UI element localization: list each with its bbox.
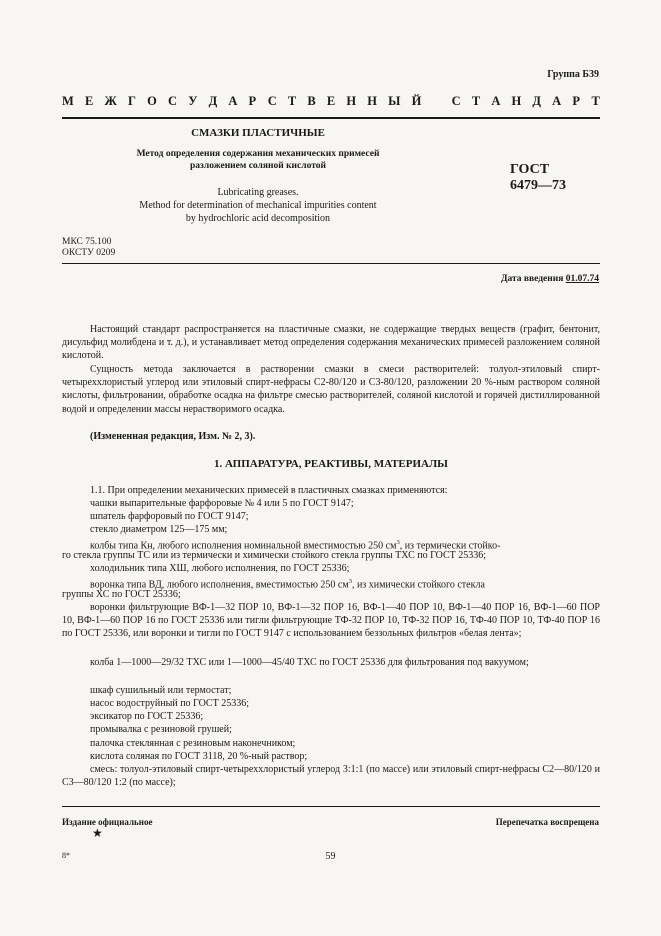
list-item-text: воронка типа ВД, любого исполнения, вместимостью 250 см bbox=[90, 579, 349, 591]
effective-date bbox=[501, 274, 599, 284]
item-1-1: 1.1. При определении механических примесей в пластичных смазках применяются: bbox=[90, 485, 448, 496]
list-item-text: воронки фильтрующие ВФ-1—32 ПОР 10, ВФ-1—32 ПОР 16, ВФ-1—40 ПОР 10, ВФ-1—40 ПОР 16, ВФ-1—60 ПОР 10, ВФ-1—60 ПОР 16 по ГОСТ 25336 или тигли фильтрующие ТФ-32 ПОР 10, ТФ-32 ПОР 16, ТФ-40 ПОР 10, ТФ-40 ПОР 16 по ГОСТ 25336, или воронки и тигли по ГОСТ 9147 с использованием беззольных фильтров «белая лента»; bbox=[62, 602, 600, 640]
revision-note: (Измененная редакция, Изм. № 2, 3). bbox=[90, 431, 256, 442]
classification-codes bbox=[62, 237, 115, 259]
codes-rule bbox=[62, 263, 600, 264]
list-item: промывалка с резиновой грушей; bbox=[90, 724, 232, 735]
footer-rule bbox=[62, 806, 600, 807]
list-item: эксикатор по ГОСТ 25336; bbox=[90, 711, 204, 722]
banner-letter: А bbox=[491, 94, 501, 108]
banner-letter: Г bbox=[128, 94, 136, 108]
banner-letter bbox=[432, 94, 440, 109]
banner-letter: У bbox=[188, 94, 198, 108]
english-title bbox=[110, 186, 406, 225]
list-item: чашки выпарительные фарфоровые № 4 или 5 по ГОСТ 9147; bbox=[90, 498, 354, 509]
list-item: палочка стеклянная с резиновым наконечником; bbox=[90, 738, 296, 749]
gost-code: 6479—73 bbox=[510, 178, 566, 193]
banner-letter: С bbox=[451, 94, 461, 108]
gost-number bbox=[510, 162, 590, 194]
star-icon: ★ bbox=[92, 826, 103, 840]
list-item: стекло диаметром 125—175 мм; bbox=[90, 524, 228, 535]
banner-letter: Д bbox=[208, 94, 218, 108]
list-item: кислота соляная по ГОСТ 3118, 20 %-ный раствор; bbox=[90, 751, 308, 762]
list-item bbox=[62, 763, 600, 789]
page-number: 59 bbox=[325, 851, 336, 862]
english-title-line-1: Lubricating greases. bbox=[217, 187, 299, 198]
banner-letter: Н bbox=[367, 94, 377, 108]
banner-letter: Е bbox=[84, 94, 94, 108]
banner-letter: Е bbox=[326, 94, 336, 108]
banner-letter: Й bbox=[411, 94, 422, 108]
standard-banner bbox=[62, 94, 600, 109]
subtitle-line-2: разложением соляной кислотой bbox=[190, 161, 326, 171]
banner-letter: С bbox=[267, 94, 277, 108]
banner-letter: А bbox=[552, 94, 562, 108]
signature-mark: 8* bbox=[62, 851, 70, 860]
banner-letter: Н bbox=[511, 94, 522, 108]
banner-letter: Ы bbox=[388, 94, 401, 108]
list-item: шпатель фарфоровый по ГОСТ 9147; bbox=[90, 511, 249, 522]
list-item-text: колбы типа Кн, любого исполнения номинальной вместимостью 250 см bbox=[90, 540, 397, 552]
english-title-line-2: Method for determination of mechanical impurities content bbox=[139, 200, 377, 211]
banner-letter: А bbox=[228, 94, 238, 108]
list-item: шкаф сушильный или термостат; bbox=[90, 685, 232, 696]
subtitle-line-1: Метод определения содержания механических примесей bbox=[136, 149, 380, 159]
intro-paragraph-1 bbox=[62, 323, 600, 363]
effective-date-value: 01.07.74 bbox=[565, 274, 599, 284]
banner-letter: Т bbox=[471, 94, 481, 108]
list-item bbox=[62, 601, 600, 641]
banner-letter: Т bbox=[591, 94, 600, 108]
banner-letter: Д bbox=[532, 94, 542, 108]
list-item bbox=[62, 656, 600, 669]
reprint-note: Перепечатка воспрещена bbox=[495, 817, 599, 827]
effective-date-label: Дата введения bbox=[500, 274, 564, 284]
banner-letter: В bbox=[307, 94, 316, 108]
english-title-line-3: by hydrochloric acid decomposition bbox=[185, 213, 331, 224]
section-title: 1. АППАРАТУРА, РЕАКТИВЫ, МАТЕРИАЛЫ bbox=[214, 458, 448, 470]
intro-paragraph-2 bbox=[62, 363, 600, 416]
group-code: Группа Б39 bbox=[547, 69, 599, 80]
list-item-text: , из термически стойко- bbox=[399, 540, 501, 552]
banner-letter: М bbox=[62, 94, 74, 108]
banner-letter: Н bbox=[346, 94, 357, 108]
document-title: СМАЗКИ ПЛАСТИЧНЫЕ bbox=[191, 127, 325, 139]
list-item-text: колба 1—1000—29/32 ТХС или 1—1000—45/40 ТХС по ГОСТ 25336 для фильтрования под вакуумом; bbox=[90, 657, 529, 668]
banner-letter: Ж bbox=[104, 94, 117, 108]
intro-paragraph-1-text: Настоящий стандарт распространяется на пластичные смазки, не содержащие твердых веществ (графит, бентонит, дисульфид молибдена и т. д.), и устанавливает метод определения содержания механических примесей разложением соляной кислотой. bbox=[62, 324, 600, 362]
banner-letter: Р bbox=[572, 94, 580, 108]
mks-code: МКС 75.100 bbox=[62, 237, 112, 247]
list-item-continuation: го стекла группы ТС или из термически и химически стойкого стекла группы ТХС по ГОСТ 25336; bbox=[62, 550, 487, 561]
gost-label: ГОСТ bbox=[510, 162, 550, 177]
list-item-text: , из химически стойкого стекла bbox=[351, 579, 485, 591]
list-item: холодильник типа ХШ, любого исполнения, по ГОСТ 25336; bbox=[90, 563, 350, 574]
list-item-text: смесь: толуол-этиловый спирт-четыреххлористый углерод 3:1:1 (по массе) или этиловый спирт-нефрасы С2—80/120 и С3—80/120 1:2 (по массе); bbox=[62, 764, 600, 789]
okstu-code: ОКСТУ 0209 bbox=[62, 248, 116, 258]
banner-letter: О bbox=[147, 94, 157, 108]
document-subtitle bbox=[100, 148, 416, 172]
list-item: насос водоструйный по ГОСТ 25336; bbox=[90, 698, 249, 709]
superscript: 3 bbox=[396, 539, 400, 546]
header-rule bbox=[62, 117, 600, 119]
banner-letter: Т bbox=[287, 94, 297, 108]
list-item-continuation: группы ХС по ГОСТ 25336; bbox=[62, 589, 181, 600]
banner-letter: С bbox=[168, 94, 178, 108]
superscript: 3 bbox=[348, 578, 352, 585]
banner-letter: Р bbox=[248, 94, 257, 108]
intro-paragraph-2-text: Сущность метода заключается в растворении смазки в смеси растворителей: толуол-этиловый спирт-четыреххлористый углерод или этиловый спирт-нефрасы С2-80/120 и С3-80/120, разложении 20 %-ным раствором соляной кислоты, фильтровании, обработке осадка на фильтре смесью растворителей, соляной кислотой и горячей дистиллированной водой и определении массы нерастворимого осадка. bbox=[62, 364, 600, 415]
edition-note: Издание официальное bbox=[62, 817, 153, 827]
